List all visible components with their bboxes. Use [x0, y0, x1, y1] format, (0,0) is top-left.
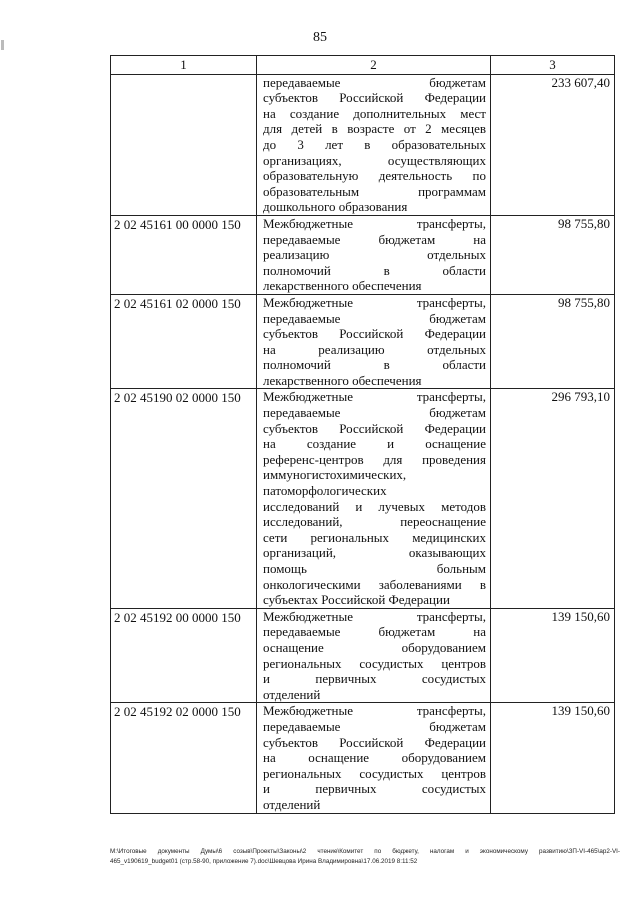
amount-cell: 296 793,10: [491, 389, 615, 608]
amount-cell: 98 755,80: [491, 294, 615, 389]
income-name-line: передаваемые бюджетам: [263, 718, 486, 734]
income-name-line: и первичных сосудистых: [263, 781, 486, 797]
income-name-line: сети региональных медицинских: [263, 529, 486, 545]
income-name-line: иммуногистохимических,: [263, 467, 407, 483]
income-name-line: и первичных сосудистых: [263, 671, 486, 687]
income-name-cell: [257, 215, 491, 294]
footer-line-1: M:\Итоговые документы Думы\6 созыв\Проекты\Законы\2 чтение\Комитет по бюджету, налогам и экономическому развитию\ЗП-VI-465\ар2-VI-: [110, 848, 620, 855]
table-row: [111, 608, 615, 703]
income-name-line: передаваемые бюджетам: [263, 74, 486, 90]
income-name-line: Межбюджетные трансферты,: [263, 215, 486, 231]
income-name-line: региональных сосудистых центров: [263, 655, 486, 671]
income-name-line: на создание и оснащение: [263, 436, 486, 452]
income-name-line: субъектов Российской Федерации: [263, 326, 486, 342]
income-name-line: передаваемые бюджетам на: [263, 624, 486, 640]
table-header-row: [111, 56, 615, 75]
income-name-line: субъектов Российской Федерации: [263, 90, 486, 106]
income-name-line: онкологическими заболеваниями в: [263, 576, 486, 592]
header-col-2: 2: [257, 56, 491, 75]
income-name-line: отделений: [263, 686, 321, 702]
table-body: [111, 74, 615, 813]
income-name-line: исследований и лучевых методов: [263, 498, 486, 514]
income-name-cell: [257, 74, 491, 215]
income-code-cell: 2 02 45161 02 0000 150: [111, 294, 257, 389]
income-code-cell: 2 02 45192 02 0000 150: [111, 703, 257, 813]
income-name-line: на создание дополнительных мест: [263, 105, 486, 121]
income-name-line: субъектов Российской Федерации: [263, 734, 486, 750]
income-name-line: региональных сосудистых центров: [263, 765, 486, 781]
amount-cell: 139 150,60: [491, 703, 615, 813]
income-name-line: Межбюджетные трансферты,: [263, 389, 486, 405]
income-name-line: Межбюджетные трансферты,: [263, 703, 486, 719]
table-row: [111, 74, 615, 215]
income-name-line: референс-центров для проведения: [263, 451, 486, 467]
income-name-line: Межбюджетные трансферты,: [263, 608, 486, 624]
income-name-line: для детей в возрасте от 2 месяцев: [263, 121, 486, 137]
header-col-3: 3: [491, 56, 615, 75]
income-name-cell: [257, 608, 491, 703]
footer-line-2: 465_v190619_budget01 (стр.58-90, приложение 7).doc\Шевцова Ирина Владимировна\17.06.2019 8:11:52: [110, 858, 418, 865]
income-name-cell: [257, 294, 491, 389]
income-name-line: образовательную деятельность по: [263, 168, 486, 184]
income-name-line: на оснащение оборудованием: [263, 750, 486, 766]
table-row: [111, 389, 615, 608]
income-name-cell: [257, 703, 491, 813]
income-name-line: оснащение оборудованием: [263, 639, 486, 655]
table-row: [111, 215, 615, 294]
income-name-line: передаваемые бюджетам: [263, 405, 486, 421]
income-name-line: лекарственного обеспечения: [263, 278, 422, 294]
income-name-line: на реализацию отдельных: [263, 341, 486, 357]
amount-cell: 233 607,40: [491, 74, 615, 215]
income-name-line: полномочий в области: [263, 262, 486, 278]
income-name-cell: [257, 389, 491, 608]
income-name-line: лекарственного обеспечения: [263, 372, 422, 388]
income-name-line: реализацию отдельных: [263, 247, 486, 263]
income-code-cell: 2 02 45190 02 0000 150: [111, 389, 257, 608]
income-name-line: образовательным программам: [263, 183, 486, 199]
income-code-cell: 2 02 45192 00 0000 150: [111, 608, 257, 703]
table-row: [111, 294, 615, 389]
income-name-line: передаваемые бюджетам: [263, 310, 486, 326]
income-name-line: организаций, оказывающих: [263, 545, 486, 561]
income-code-cell: [111, 74, 257, 215]
income-name-line: помощь больным: [263, 561, 486, 576]
page-number: 85: [313, 30, 327, 45]
income-name-line: Межбюджетные трансферты,: [263, 294, 486, 310]
income-name-line: отделений: [263, 796, 321, 812]
income-name-line: организациях, осуществляющих: [263, 152, 486, 168]
income-name-line: передаваемые бюджетам на: [263, 231, 486, 247]
amount-cell: 139 150,60: [491, 608, 615, 703]
income-code-cell: 2 02 45161 00 0000 150: [111, 215, 257, 294]
income-name-line: субъектах Российской Федерации: [263, 592, 450, 608]
budget-table: [110, 55, 615, 814]
income-name-line: субъектов Российской Федерации: [263, 420, 486, 436]
income-name-line: дошкольного образования: [263, 199, 408, 215]
income-name-line: полномочий в области: [263, 357, 486, 373]
header-col-1: 1: [111, 56, 257, 75]
income-name-line: до 3 лет в образовательных: [263, 136, 486, 152]
income-name-line: исследований, переоснащение: [263, 514, 486, 530]
amount-cell: 98 755,80: [491, 215, 615, 294]
income-name-line: патоморфологических: [263, 483, 387, 499]
table-row: [111, 703, 615, 813]
file-path-footer: [110, 847, 620, 867]
